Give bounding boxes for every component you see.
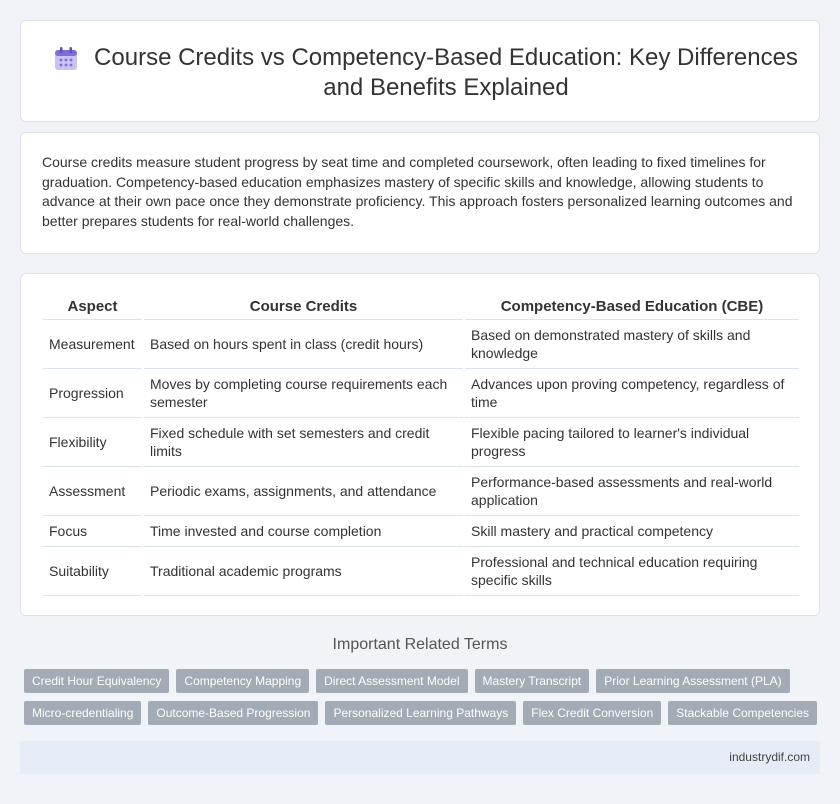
table-row bbox=[43, 417, 799, 466]
intro-text: Course credits measure student progress by seat time and completed coursework, often leading to fixed timelines for graduation. Competency-based education emphasizes mastery of specific skills and knowledge, allowing students to advance at their own pace once they demonstrate proficiency. This approach fosters personalized learning outcomes and better prepares students for real-world challenges. bbox=[42, 154, 793, 229]
row-course-credits: Periodic exams, assignments, and attendance bbox=[143, 466, 464, 515]
header-aspect: Aspect bbox=[43, 294, 143, 319]
row-cbe: Skill mastery and practical competency bbox=[464, 515, 799, 546]
tag-flex-credit-conversion[interactable]: Flex Credit Conversion bbox=[523, 701, 661, 725]
table-row bbox=[43, 546, 799, 595]
row-aspect: Progression bbox=[43, 368, 143, 417]
table-row bbox=[43, 515, 799, 546]
header-course-credits: Course Credits bbox=[143, 294, 464, 319]
row-aspect: Flexibility bbox=[43, 417, 143, 466]
row-aspect: Suitability bbox=[43, 546, 143, 595]
page-title: Course Credits vs Competency-Based Education: Key Differences and Benefits Explained bbox=[94, 44, 798, 101]
tag-mastery-transcript[interactable]: Mastery Transcript bbox=[475, 669, 590, 693]
tag-micro-credentialing[interactable]: Micro-credentialing bbox=[24, 701, 141, 725]
header-cbe: Competency-Based Education (CBE) bbox=[464, 294, 799, 319]
row-aspect: Measurement bbox=[43, 319, 143, 368]
row-course-credits: Moves by completing course requirements each semester bbox=[143, 368, 464, 417]
comparison-table bbox=[43, 294, 799, 596]
row-cbe: Professional and technical education requiring specific skills bbox=[464, 546, 799, 595]
intro-card bbox=[20, 132, 820, 254]
related-tags-row-1 bbox=[24, 669, 797, 693]
table-row bbox=[43, 368, 799, 417]
row-cbe: Flexible pacing tailored to learner's individual progress bbox=[464, 417, 799, 466]
source-link[interactable]: industrydif.com bbox=[729, 750, 810, 764]
tag-prior-learning-assessment[interactable]: Prior Learning Assessment (PLA) bbox=[596, 669, 789, 693]
footer bbox=[20, 741, 820, 774]
row-aspect: Focus bbox=[43, 515, 143, 546]
tag-stackable-competencies[interactable]: Stackable Competencies bbox=[668, 701, 817, 725]
row-course-credits: Traditional academic programs bbox=[143, 546, 464, 595]
comparison-card bbox=[20, 273, 820, 616]
row-cbe: Advances upon proving competency, regardless of time bbox=[464, 368, 799, 417]
row-course-credits: Fixed schedule with set semesters and credit limits bbox=[143, 417, 464, 466]
row-aspect: Assessment bbox=[43, 466, 143, 515]
related-tags-row-2 bbox=[24, 701, 824, 725]
header-card bbox=[20, 20, 820, 122]
tag-personalized-learning-pathways[interactable]: Personalized Learning Pathways bbox=[325, 701, 516, 725]
table-row bbox=[43, 466, 799, 515]
tag-direct-assessment-model[interactable]: Direct Assessment Model bbox=[316, 669, 467, 693]
table-header-row bbox=[43, 294, 799, 319]
row-course-credits: Time invested and course completion bbox=[143, 515, 464, 546]
row-cbe: Performance-based assessments and real-world application bbox=[464, 466, 799, 515]
tag-credit-hour-equivalency[interactable]: Credit Hour Equivalency bbox=[24, 669, 169, 693]
related-terms-title: Important Related Terms bbox=[332, 636, 508, 653]
row-course-credits: Based on hours spent in class (credit hours) bbox=[143, 319, 464, 368]
tag-competency-mapping[interactable]: Competency Mapping bbox=[176, 669, 309, 693]
calendar-icon bbox=[53, 46, 79, 72]
table-row bbox=[43, 319, 799, 368]
row-cbe: Based on demonstrated mastery of skills and knowledge bbox=[464, 319, 799, 368]
tag-outcome-based-progression[interactable]: Outcome-Based Progression bbox=[148, 701, 318, 725]
